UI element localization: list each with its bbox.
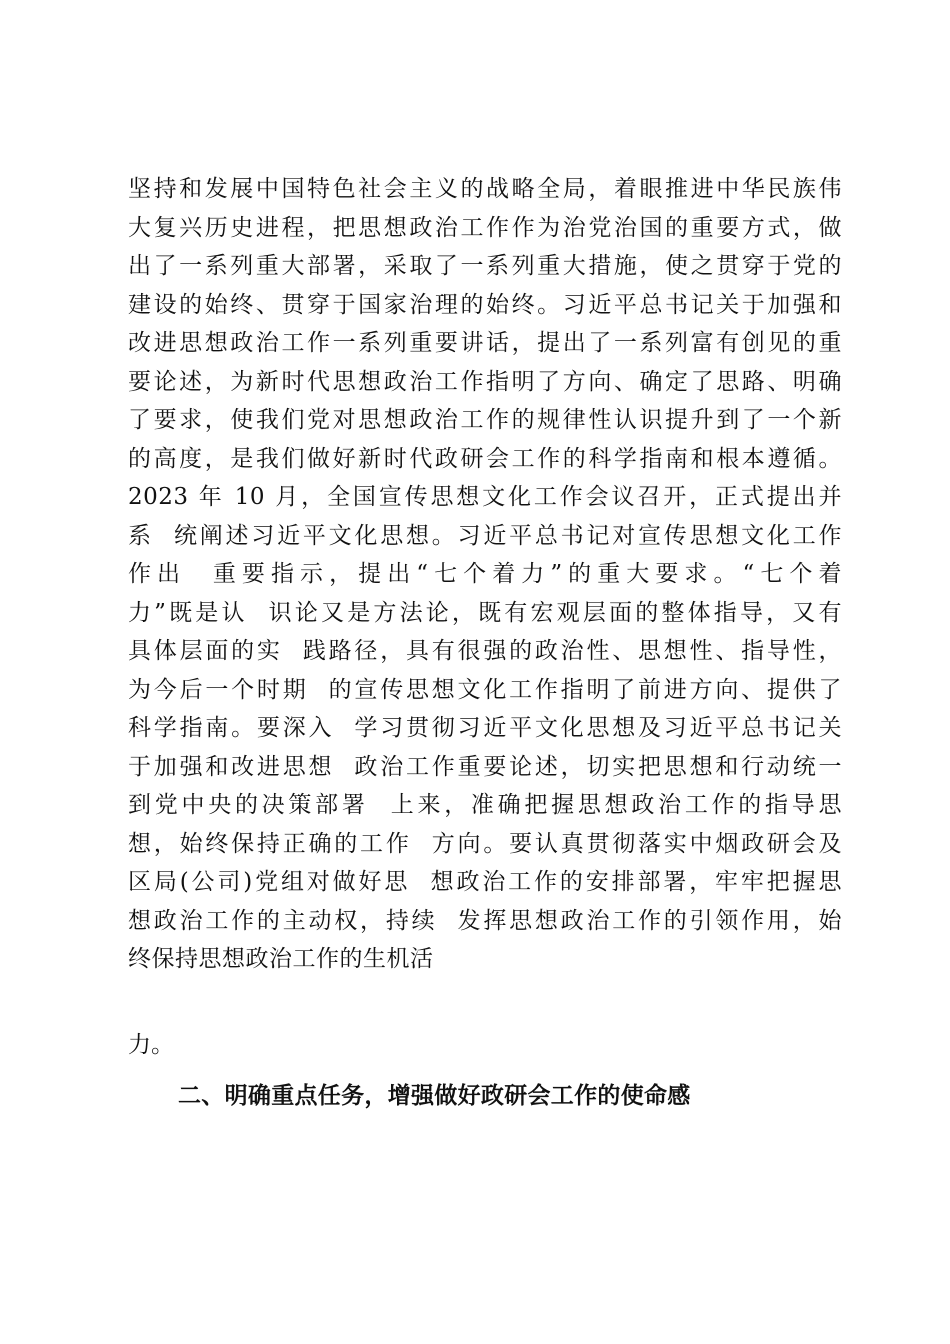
- paragraph-line: 要论述，为新时代思想政治工作指明了方向、确定了思路、明确: [128, 368, 842, 395]
- paragraph-line: 大复兴历史进程，把思想政治工作作为治党治国的重要方式，做: [128, 214, 842, 241]
- paragraph-line: 为今后一个时期 的宣传思想文化工作指明了前进方向、提供了: [128, 676, 842, 703]
- paragraph-line: 建设的始终、贯穿于国家治理的始终。习近平总书记关于加强和: [128, 291, 842, 318]
- paragraph-line: 改进思想政治工作一系列重要讲话，提出了一系列富有创见的重: [128, 330, 842, 356]
- paragraph-line: 了要求，使我们党对思想政治工作的规律性认识提升到了一个新: [128, 407, 842, 433]
- paragraph-line: 想，始终保持正确的工作 方向。要认真贯彻落实中烟政研会及: [128, 830, 842, 857]
- paragraph-line: 力”既是认 识论又是方法论，既有宏观层面的整体指导，又有: [128, 599, 842, 626]
- paragraph-line: 作出 重要指示，提出“七个着力”的重大要求。“七个着: [128, 561, 842, 587]
- paragraph-line: 具体层面的实 践路径，具有很强的政治性、思想性、指导性，: [128, 638, 842, 664]
- paragraph-line: 科学指南。要深入 学习贯彻习近平文化思想及习近平总书记关: [128, 715, 842, 741]
- section-heading: 二、明确重点任务，增强做好政研会工作的使命感: [178, 1083, 691, 1109]
- paragraph-line: 想政治工作的主动权，持续 发挥思想政治工作的引领作用，始: [128, 907, 842, 934]
- paragraph-line: 2023 年 10 月，全国宣传思想文化工作会议召开，正式提出并: [128, 484, 842, 510]
- paragraph-line: 系 统阐述习近平文化思想。习近平总书记对宣传思想文化工作: [128, 522, 842, 549]
- paragraph-line: 的高度，是我们做好新时代政研会工作的科学指南和根本遵循。: [128, 445, 842, 472]
- paragraph-line: 终保持思想政治工作的生机活: [128, 946, 434, 972]
- paragraph-line: 区局(公司)党组对做好思 想政治工作的安排部署，牢牢把握思: [128, 869, 842, 895]
- paragraph-line: 到党中央的决策部署 上来，准确把握思想政治工作的指导思: [128, 792, 842, 818]
- paragraph-tail: 力。: [128, 1032, 174, 1058]
- paragraph-line: 出了一系列重大部署，采取了一系列重大措施，使之贯穿于党的: [128, 253, 842, 279]
- paragraph-line: 坚持和发展中国特色社会主义的战略全局，着眼推进中华民族伟: [128, 176, 842, 202]
- paragraph-line: 于加强和改进思想 政治工作重要论述，切实把思想和行动统一: [128, 753, 842, 780]
- body-paragraph: [128, 170, 842, 979]
